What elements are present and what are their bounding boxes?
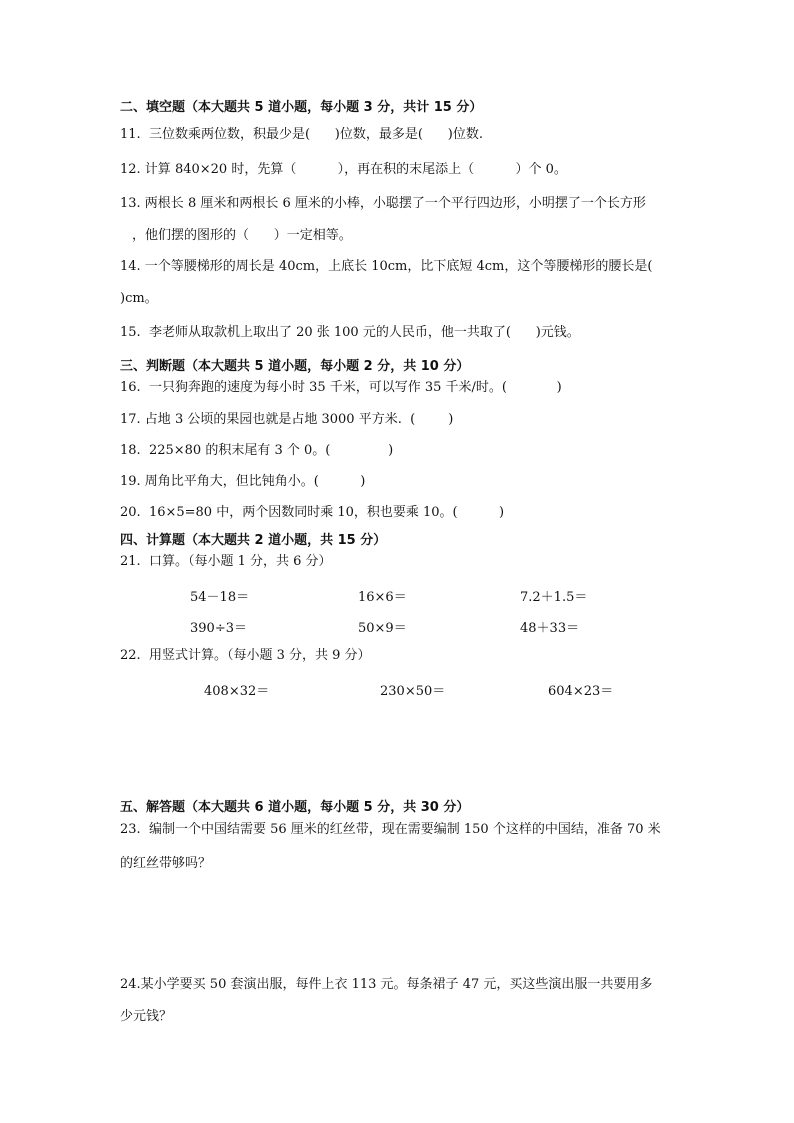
question-18: 18. 225×80 的积末尾有 3 个 0。( ) bbox=[120, 443, 394, 458]
question-21: 21. 口算。（每小题 1 分，共 6 分） bbox=[120, 554, 332, 569]
oral-item: 50×9＝ bbox=[358, 621, 407, 636]
vertical-item: 408×32＝ bbox=[204, 684, 270, 699]
oral-item: 48＋33＝ bbox=[520, 621, 580, 636]
oral-item: 390÷3＝ bbox=[190, 621, 247, 636]
question-13-line-1: 13. 两根长 8 厘米和两根长 6 厘米的小棒，小聪摆了一个平行四边形，小明摆了一个长方形 bbox=[120, 196, 646, 211]
question-14-line-1: 14. 一个等腰梯形的周长是 40cm，上底长 10cm，比下底短 4cm，这个等腰梯形的腰长是( bbox=[120, 259, 653, 274]
question-23-line-1: 23. 编制一个中国结需要 56 厘米的红丝带，现在需要编制 150 个这样的中国结，准备 70 米 bbox=[120, 822, 661, 837]
question-12: 12. 计算 840×20 时，先算（ ），再在积的末尾添上（ ）个 0。 bbox=[120, 162, 567, 177]
oral-item: 16×6＝ bbox=[358, 590, 407, 605]
section-word-problems-heading: 五、解答题（本大题共 6 道小题，每小题 5 分，共 30 分） bbox=[120, 800, 470, 815]
question-16: 16. 一只狗奔跑的速度为每小时 35 千米，可以写作 35 千米/时。( ) bbox=[120, 380, 562, 395]
vertical-item: 604×23＝ bbox=[548, 684, 614, 699]
question-13-line-2: ，他们摆的图形的（ ）一定相等。 bbox=[132, 228, 352, 243]
oral-item: 54－18＝ bbox=[190, 590, 250, 605]
question-15: 15. 李老师从取款机上取出了 20 张 100 元的人民币，他一共取了( )元钱。 bbox=[120, 325, 580, 340]
question-23-line-2: 的红丝带够吗？ bbox=[120, 856, 212, 871]
question-19: 19. 周角比平角大，但比钝角小。( ) bbox=[120, 474, 366, 489]
vertical-item: 230×50＝ bbox=[380, 684, 446, 699]
question-24-line-2: 少元钱？ bbox=[120, 1009, 173, 1024]
question-20: 20. 16×5=80 中，两个因数同时乘 10，积也要乘 10。( ) bbox=[120, 505, 505, 520]
question-22: 22. 用竖式计算。（每小题 3 分，共 9 分） bbox=[120, 648, 371, 663]
section-calculation-heading: 四、计算题（本大题共 2 道小题，共 15 分） bbox=[120, 533, 387, 548]
question-24-line-1: 24.某小学要买 50 套演出服，每件上衣 113 元。每条裙子 47 元，买这些演出服一共要用多 bbox=[120, 977, 653, 992]
question-11: 11. 三位数乘两位数，积最少是( )位数，最多是( )位数. bbox=[120, 127, 483, 142]
section-judgement-heading: 三、判断题（本大题共 5 道小题，每小题 2 分，共 10 分） bbox=[120, 359, 470, 374]
section-fill-blank-heading: 二、填空题（本大题共 5 道小题，每小题 3 分，共计 15 分） bbox=[120, 100, 483, 115]
oral-item: 7.2＋1.5＝ bbox=[520, 590, 588, 605]
question-14-line-2: )cm。 bbox=[120, 291, 158, 306]
question-17: 17. 占地 3 公顷的果园也就是占地 3000 平方米. ( ) bbox=[120, 412, 454, 427]
